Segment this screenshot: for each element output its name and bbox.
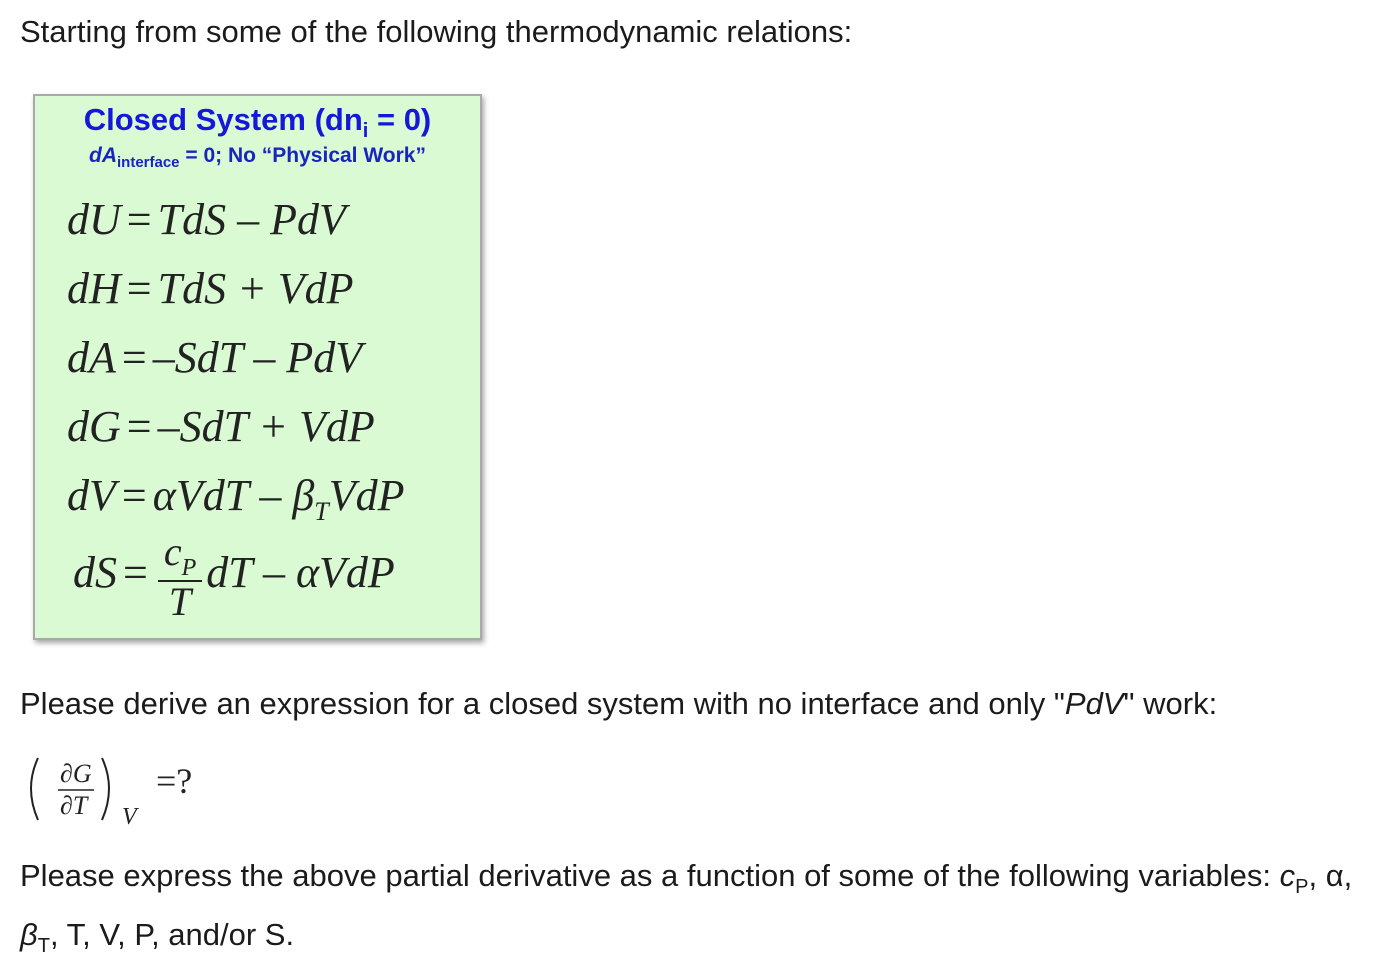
- box-subtitle-prefix: dA: [89, 144, 117, 167]
- eq-equals: =: [123, 548, 148, 598]
- box-subtitle: [35, 144, 480, 171]
- box-title-main: Closed System (dn: [83, 102, 363, 137]
- instruction-rest: , T, V, P, and/or S.: [49, 917, 295, 953]
- eq-rhs: TdS – PdV: [157, 195, 346, 244]
- eq-rhs-b: VdP: [328, 471, 405, 520]
- var-alpha: , α,: [1308, 858, 1353, 893]
- question-italic: PdV: [1064, 686, 1124, 721]
- equation-dv: [67, 470, 405, 527]
- derivative-numerator: ∂G: [60, 759, 92, 788]
- box-title-subscript: i: [362, 120, 369, 143]
- fraction-denominator: T: [168, 579, 192, 624]
- eq-rhs-subscript: T: [314, 497, 329, 526]
- instruction-text: [20, 852, 1370, 970]
- left-paren: [31, 758, 38, 820]
- equation-da: [67, 332, 362, 383]
- equation-dg: [67, 401, 375, 452]
- numerator-c: c: [163, 529, 182, 574]
- question-text: [20, 680, 1370, 728]
- question-suffix: " work:: [1123, 686, 1218, 721]
- question-prefix: Please derive an expression for a closed system with no interface and only ": [20, 686, 1065, 721]
- box-title-end: = 0): [368, 102, 432, 137]
- eq-equals: =: [126, 264, 152, 313]
- eq-lhs: dU: [67, 195, 121, 244]
- equation-ds: [73, 529, 395, 624]
- numerator-subscript: P: [181, 555, 197, 581]
- eq-rhs: –SdT – PdV: [152, 333, 363, 382]
- derivative-rhs: =?: [156, 761, 193, 801]
- equation-du: [67, 194, 346, 245]
- eq-lhs: dG: [67, 402, 121, 451]
- eq-rhs: TdS + VdP: [157, 264, 354, 313]
- eq-equals: =: [126, 195, 152, 244]
- var-beta-subscript: T: [37, 935, 50, 958]
- var-cp-subscript: P: [1295, 876, 1309, 899]
- box-title: [35, 102, 480, 143]
- fraction-numerator: [158, 529, 202, 582]
- eq-equals: =: [121, 471, 147, 520]
- var-beta: β: [20, 917, 38, 953]
- eq-lhs: dA: [67, 333, 116, 382]
- intro-text: Starting from some of the following thermodynamic relations:: [20, 14, 853, 49]
- eq-lhs: dH: [67, 264, 121, 313]
- eq-rhs: dT – αVdP: [206, 548, 395, 598]
- eq-equals: =: [121, 333, 147, 382]
- derivative-denominator: ∂T: [60, 791, 88, 820]
- eq-fraction: [158, 529, 202, 624]
- box-subtitle-rest: = 0; No “Physical Work”: [179, 144, 426, 167]
- instruction-lead: Please express the above partial derivative as a function of some of the following variables:: [20, 858, 1280, 893]
- eq-lhs: dV: [67, 471, 116, 520]
- var-cp: c: [1279, 858, 1296, 893]
- eq-lhs: dS: [73, 548, 117, 598]
- eq-rhs-a: αVdT – β: [152, 471, 315, 520]
- eq-equals: =: [126, 402, 152, 451]
- equation-dh: [67, 263, 354, 314]
- box-subtitle-subscript: interface: [117, 154, 180, 172]
- derivative-subscript: V: [122, 804, 137, 830]
- right-paren: [102, 758, 109, 820]
- eq-rhs: –SdT + VdP: [157, 402, 375, 451]
- relations-box: [33, 94, 482, 640]
